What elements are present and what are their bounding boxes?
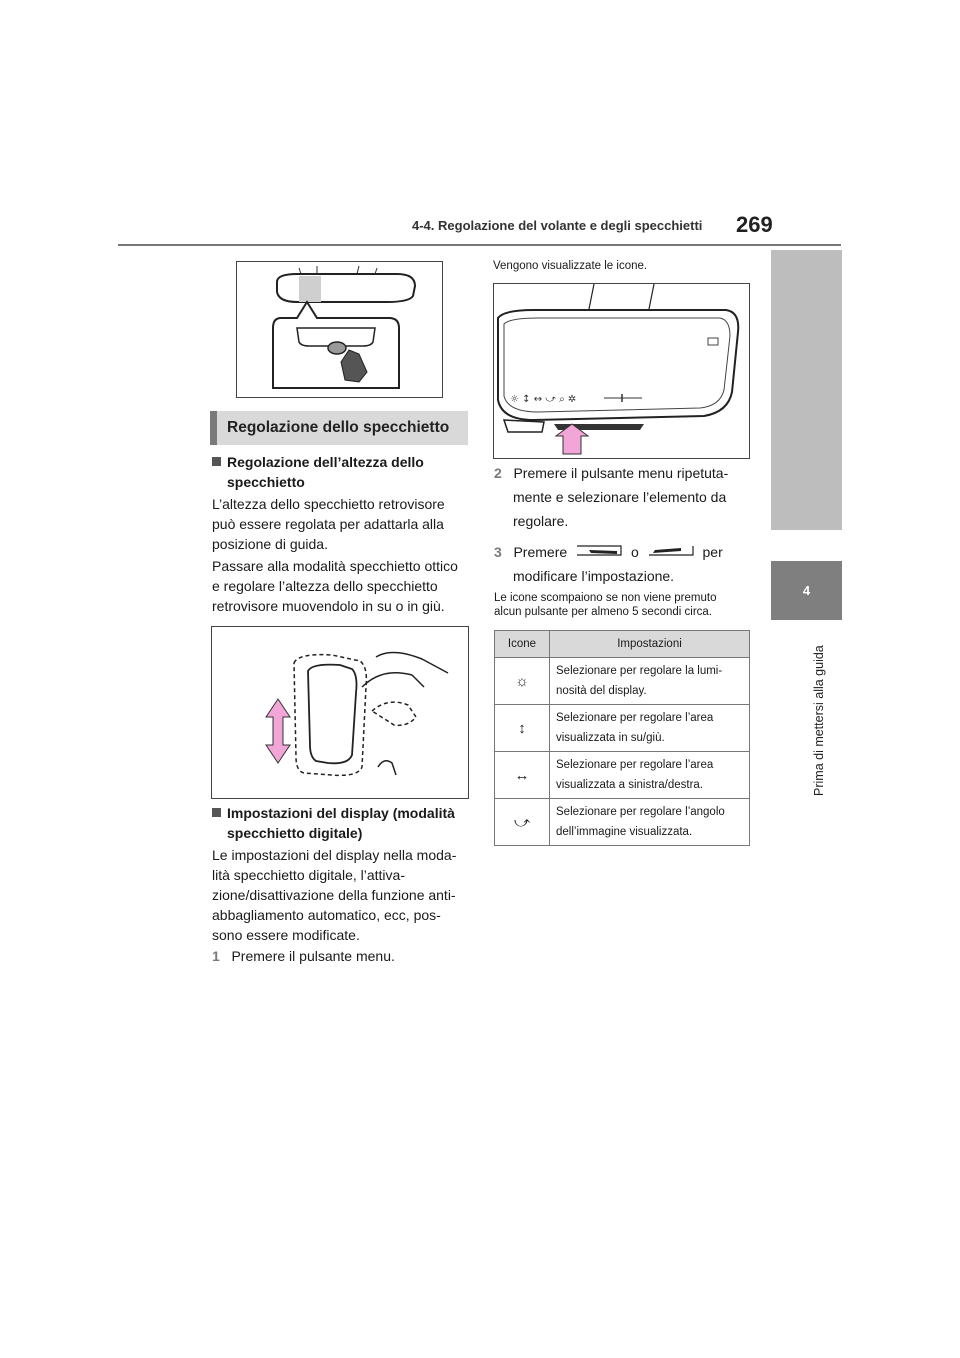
text-line: dell’immagine visualizzata. [556, 826, 693, 838]
height-paragraph-2 [212, 556, 472, 616]
text-line: posizione di guida. [212, 536, 328, 552]
table-cell-description [550, 752, 750, 799]
right-button-icon [647, 545, 695, 557]
bullet-square-icon [212, 808, 221, 817]
text-line: Selezionare per regolare l’area [556, 759, 714, 771]
figure-mirror-button [236, 261, 443, 398]
step-3 [494, 542, 764, 586]
chapter-side-bar [771, 250, 842, 530]
step-text: per [702, 544, 723, 560]
subsection-display-title [212, 803, 472, 843]
text-line: Le icone scompaiono se non viene premuto [494, 592, 717, 604]
step-text: o [630, 544, 639, 560]
height-paragraph-1 [212, 494, 472, 554]
header-divider [118, 244, 841, 246]
step-number: 2 [494, 465, 502, 481]
step-text: Premere il pulsante menu ripetuta- [513, 465, 729, 481]
step-number: 1 [212, 948, 220, 964]
text-line: zione/disattivazione della funzione anti- [212, 887, 456, 903]
step-text: Premere [513, 544, 568, 560]
text-line: sono essere modificate. [212, 927, 360, 943]
text-line: può essere regolata per adattarla alla [212, 516, 444, 532]
table-cell-description [550, 799, 750, 846]
display-paragraph [212, 845, 474, 945]
step-2 [494, 463, 764, 531]
figure-digital-mirror [493, 283, 750, 459]
chapter-label [796, 630, 826, 800]
chapter-label-text: Prima di mettersi alla guida [812, 645, 826, 796]
figure-height-adjust [211, 626, 469, 799]
chapter-tab [771, 561, 842, 620]
table-row [495, 799, 750, 846]
text-line: lità specchietto digitale, l’attiva- [212, 867, 405, 883]
up-down-icon: ↕ [495, 705, 550, 752]
step-text: modificare l’impostazione. [513, 568, 675, 584]
text-line: Le impostazioni del display nella moda- [212, 847, 457, 863]
bullet-square-icon [212, 457, 221, 466]
text-line: Selezionare per regolare l’area [556, 712, 714, 724]
text-line: Selezionare per regolare l’angolo [556, 806, 725, 818]
subsection-height-title-line1: Regolazione dell’altezza dello [227, 454, 424, 470]
step-text: regolare. [513, 513, 569, 529]
table-cell-description [550, 705, 750, 752]
subsection-height-title-line2: specchietto [227, 474, 305, 490]
header-section-title: 4-4. Regolazione del volante e degli specchietti [412, 218, 703, 233]
timeout-note [494, 591, 754, 619]
angle-icon: ⤻ [495, 799, 550, 846]
step-text: Premere il pulsante menu. [231, 948, 395, 964]
page-number: 269 [736, 212, 773, 237]
subsection-height-title [212, 452, 462, 492]
table-row [495, 752, 750, 799]
text-line: Passare alla modalità specchietto ottico [212, 558, 458, 574]
table-header-row [495, 631, 750, 658]
text-line: retrovisore muovendolo in su o in giù. [212, 598, 445, 614]
text-line: visualizzata in su/giù. [556, 732, 665, 744]
section-heading: Regolazione dello specchietto [210, 411, 468, 445]
table-cell-description [550, 658, 750, 705]
subsection-display-title-line2: specchietto digitale) [227, 825, 363, 841]
text-line: alcun pulsante per almeno 5 secondi circa. [494, 606, 712, 618]
chapter-number: 4 [802, 583, 811, 598]
table-row [495, 658, 750, 705]
column-header-settings: Impostazioni [550, 631, 750, 658]
icons-caption: Vengono visualizzate le icone. [493, 260, 648, 272]
svg-text:☼ ↕ ↔ ⤻ ⌕ ✲: ☼ ↕ ↔ ⤻ ⌕ ✲ [510, 394, 577, 405]
column-header-icon: Icone [495, 631, 550, 658]
text-line: L’altezza dello specchietto retrovisore [212, 496, 445, 512]
text-line: e regolare l’altezza dello specchietto [212, 578, 438, 594]
left-button-icon [575, 545, 623, 557]
brightness-icon: ☼ [495, 658, 550, 705]
icons-table [494, 630, 750, 846]
step-text: mente e selezionare l’elemento da [513, 489, 727, 505]
text-line: visualizzata a sinistra/destra. [556, 779, 704, 791]
table-row [495, 705, 750, 752]
left-right-icon: ↔ [495, 752, 550, 799]
step-1 [212, 946, 474, 966]
subsection-display-title-line1: Impostazioni del display (modalità [227, 805, 455, 821]
up-down-arrow-icon [266, 699, 290, 763]
text-line: Selezionare per regolare la lumi- [556, 665, 723, 677]
text-line: nosità del display. [556, 685, 647, 697]
step-number: 3 [494, 544, 502, 560]
text-line: abbagliamento automatico, ecc, pos- [212, 907, 441, 923]
